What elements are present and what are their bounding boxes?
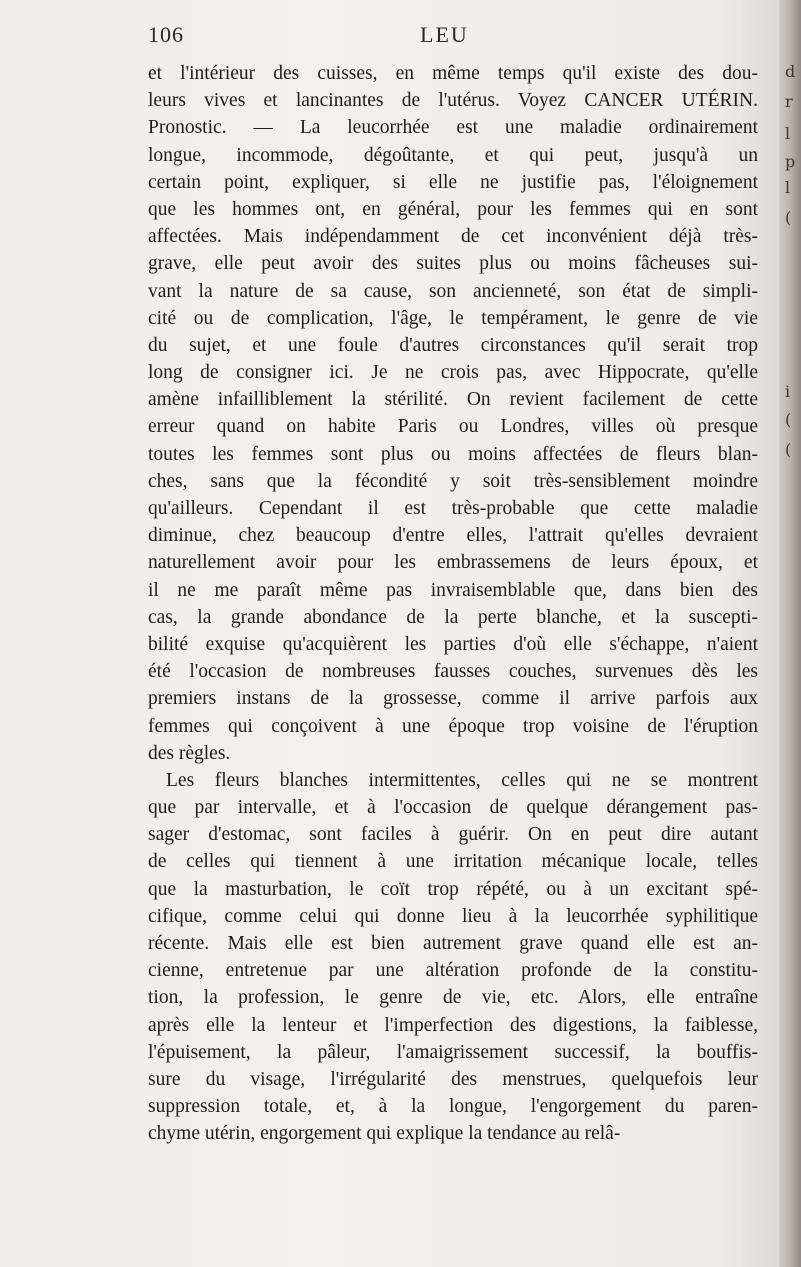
text-line: cifique, comme celui qui donne lieu à la leucorrhée syphilitique bbox=[148, 905, 758, 927]
text-line: certain point, expliquer, si elle ne justifie pas, l'éloignement bbox=[148, 171, 758, 193]
bleed-glyph: r bbox=[785, 92, 793, 111]
text-line: amène infailliblement la stérilité. On revient facilement de cette bbox=[148, 389, 758, 411]
text-line: diminue, chez beaucoup d'entre elles, l'attrait qu'elles devraient bbox=[148, 525, 758, 547]
text-line: l'épuisement, la pâleur, l'amaigrissement successif, la bouffis- bbox=[148, 1041, 758, 1063]
page-number: 106 bbox=[148, 22, 184, 47]
bleed-glyph: p bbox=[785, 152, 796, 171]
bleed-glyph: ( bbox=[785, 208, 792, 227]
text-line: des règles. bbox=[148, 742, 231, 764]
text-line: affectées. Mais indépendamment de cet inconvénient déjà très- bbox=[148, 226, 758, 248]
bleed-glyph: d bbox=[785, 62, 796, 81]
text-line: que les hommes ont, en général, pour les femmes qui en sont bbox=[148, 198, 758, 220]
text-line: que la masturbation, le coït trop répété, ou à un excitant spé- bbox=[148, 878, 758, 900]
text-line: vant la nature de sa cause, son ancienneté, son état de simpli- bbox=[148, 280, 758, 302]
text-line: suppression totale, et, à la longue, l'engorgement du paren- bbox=[148, 1096, 758, 1118]
text-line: après elle la lenteur et l'imperfection des digestions, la faiblesse, bbox=[148, 1014, 758, 1036]
body-text bbox=[148, 60, 758, 1148]
text-line: sager d'estomac, sont faciles à guérir. On en peut dire autant bbox=[148, 824, 758, 846]
text-line: de celles qui tiennent à une irritation mécanique locale, telles bbox=[148, 851, 758, 873]
text-line: long de consigner ici. Je ne crois pas, avec Hippocrate, qu'elle bbox=[148, 362, 758, 384]
text-line: chyme utérin, engorgement qui explique la tendance au relâ- bbox=[148, 1123, 621, 1145]
text-line: qu'ailleurs. Cependant il est très-probable que cette maladie bbox=[148, 498, 758, 519]
text-line: toutes les femmes sont plus ou moins affectées de fleurs blan- bbox=[148, 443, 758, 465]
text-line: premiers instans de la grossesse, comme il arrive parfois aux bbox=[148, 688, 758, 710]
text-line: bilité exquise qu'acquièrent les parties d'où elle s'échappe, n'aient bbox=[148, 633, 758, 655]
text-line: récente. Mais elle est bien autrement grave quand elle est an- bbox=[148, 933, 758, 954]
page-header bbox=[148, 22, 708, 50]
bleed-glyph: l bbox=[785, 178, 791, 197]
bleed-glyph: ( bbox=[785, 410, 792, 429]
text-line: cienne, entretenue par une altération profonde de la constitu- bbox=[148, 960, 758, 982]
text-line: leurs vives et lancinantes de l'utérus. Voyez CANCER UTÉRIN. bbox=[148, 90, 758, 112]
text-line: tion, la profession, le genre de vie, etc. Alors, elle entraîne bbox=[148, 987, 758, 1009]
text-line: Les fleurs blanches intermittentes, celles qui ne se montrent bbox=[166, 769, 758, 791]
running-head: LEU bbox=[420, 22, 469, 47]
text-line: erreur quand on habite Paris ou Londres, villes où presque bbox=[148, 416, 758, 438]
text-line: et l'intérieur des cuisses, en même temps qu'il existe des dou- bbox=[148, 63, 758, 84]
text-line: sure du visage, l'irrégularité des menstrues, quelquefois leur bbox=[148, 1068, 758, 1090]
text-line: cité ou de complication, l'âge, le tempérament, le genre de vie bbox=[148, 307, 758, 329]
text-line: été l'occasion de nombreuses fausses couches, survenues dès les bbox=[148, 661, 758, 683]
text-line: il ne me paraît même pas invraisemblable que, dans bien des bbox=[148, 579, 758, 601]
text-line: ches, sans que la fécondité y soit très-sensiblement moindre bbox=[148, 470, 758, 492]
text-line: femmes qui conçoivent à une époque trop voisine de l'éruption bbox=[148, 715, 758, 737]
text-line: cas, la grande abondance de la perte blanche, et la suscepti- bbox=[148, 606, 758, 628]
bleed-glyph: ( bbox=[785, 440, 792, 459]
text-line: du sujet, et une foule d'autres circonstances qu'il serait trop bbox=[148, 334, 758, 356]
text-line: grave, elle peut avoir des suites plus ou moins fâcheuses sui- bbox=[148, 253, 758, 275]
text-line: Pronostic. — La leucorrhée est une maladie ordinairement bbox=[148, 117, 758, 139]
bleed-glyph: i bbox=[785, 382, 791, 401]
bleed-glyph: l bbox=[785, 124, 791, 143]
text-line: que par intervalle, et à l'occasion de quelque dérangement pas- bbox=[148, 797, 758, 819]
text-line: naturellement avoir pour les embrassemens de leurs époux, et bbox=[148, 552, 758, 574]
text-line: longue, incommode, dégoûtante, et qui peut, jusqu'à un bbox=[148, 144, 758, 166]
